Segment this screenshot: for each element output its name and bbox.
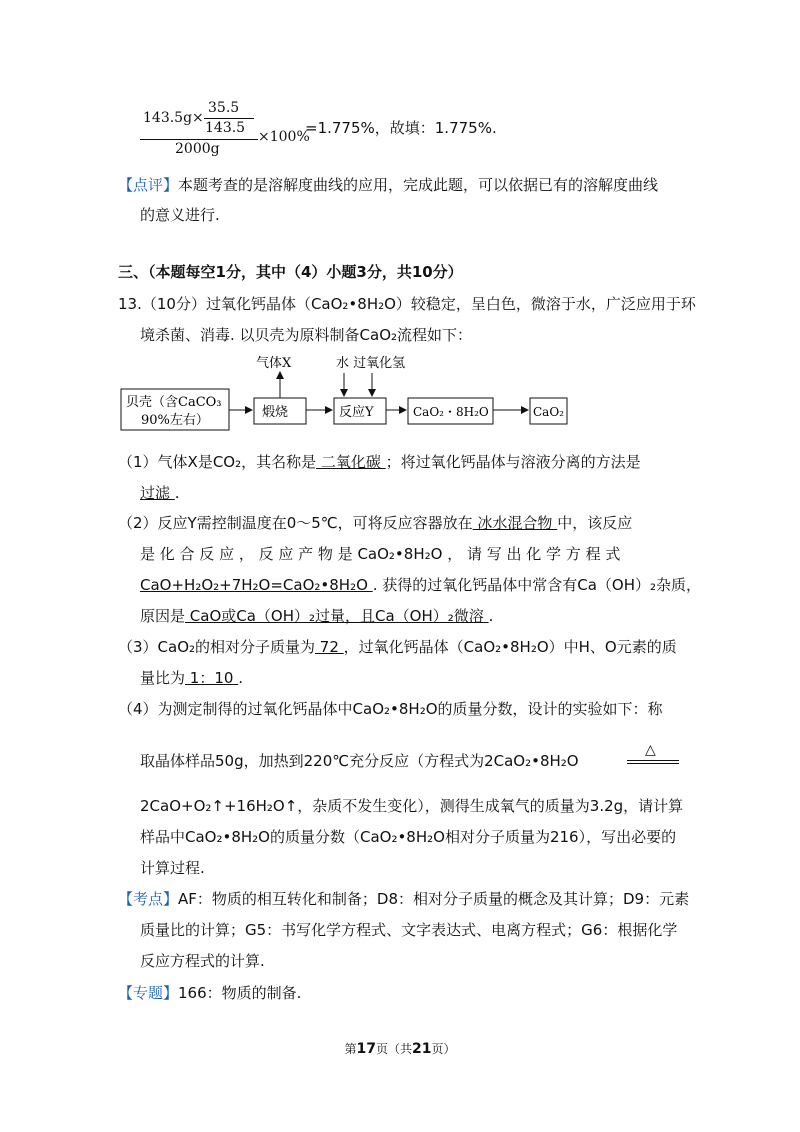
part-1-answer-1: 二氧化碳 [316, 453, 386, 471]
part-3-line-2 [140, 668, 243, 688]
part-1-line-1 [118, 452, 641, 472]
part-1-period: . [174, 484, 180, 502]
part-1-text-a: （1）气体X是CO₂，其名称是 [118, 453, 317, 471]
section-title: 三、（本题每空1分，其中（4）小题3分，共10分） [118, 263, 463, 281]
part-2-equation-answer: CaO+H₂O₂+7H₂O=CaO₂•8H₂O [140, 576, 373, 594]
kaodian-line-2: 质量比的计算；G5：书写化学方程式、文字表达式、电离方程式；G6：根据化学 [140, 921, 678, 939]
equals-line-bottom [627, 763, 679, 764]
heat-condition-symbol [627, 744, 679, 764]
fraction-numerator-left: 143.5g× [143, 110, 204, 126]
part-4-line-2 [140, 751, 579, 771]
part-4-line-4: 样品中CaO₂•8H₂O的质量分数（CaO₂•8H₂O相对分子质量为216），写出必要的 [140, 828, 677, 846]
part-4-line-3: 2CaO+O₂↑+16H₂O↑，杂质不发生变化），测得生成氧气的质量为3.2g，请计算 [140, 797, 684, 815]
part-2-reason-answer: CaO或Ca（OH）₂过量，且Ca（OH）₂微溶 [185, 607, 489, 625]
kaodian-line-1 [118, 889, 689, 909]
page-footer [0, 1040, 800, 1057]
part-3-text-c: 量比为 [140, 669, 186, 687]
footer-page-number: 17 [356, 1041, 376, 1057]
process-flow-diagram [0, 0, 800, 440]
comment-text-1: 本题考查的是溶解度曲线的应用，完成此题，可以依据已有的溶解度曲线 [178, 176, 659, 194]
inner-denominator: 143.5 [205, 120, 246, 136]
part-4-line-1: （4）为测定制得的过氧化钙晶体中CaO₂•8H₂O的质量分数，设计的实验如下：称 [118, 700, 663, 718]
calcine-label: 煅烧 [262, 405, 289, 420]
fraction-result: =1.775%，故填：1.775%. [305, 119, 497, 137]
part-3-period: . [238, 669, 243, 687]
part-2-line-1 [118, 513, 632, 533]
part-3-line-1 [118, 637, 677, 657]
gas-x-label: 气体X [256, 356, 292, 371]
times-100-percent: ×100% [258, 129, 310, 145]
main-denominator: 2000g [175, 141, 220, 157]
part-2-text-c: . 获得的过氧化钙晶体中常含有Ca（OH）₂杂质， [372, 576, 701, 594]
comment-tag: 【点评】 [118, 176, 179, 194]
shell-box-line-2: 90%左右） [141, 413, 209, 428]
inner-numerator: 35.5 [208, 100, 240, 116]
equals-line-top [627, 760, 679, 761]
heat-triangle: △ [645, 742, 656, 758]
part-3-answer-1: 72 [315, 638, 344, 656]
reaction-y-label: 反应Y [339, 405, 374, 420]
question-13-line-1: 13.（10分）过氧化钙晶体（CaO₂•8H₂O）较稳定，呈白色，微溶于水，广泛应用于环 [118, 295, 696, 313]
kaodian-tag: 【考点】 [118, 890, 179, 908]
part-3-answer-2: 1：10 [185, 669, 239, 687]
comment-line-2: 的意义进行. [140, 206, 220, 224]
part-1-text-b: ；将过氧化钙晶体与溶液分离的方法是 [385, 453, 641, 471]
zhuanti-tag: 【专题】 [118, 984, 179, 1002]
part-2-line-4 [140, 606, 493, 626]
inputs-label: 水 过氧化氢 [336, 356, 406, 371]
footer-pre: 第 [344, 1042, 357, 1056]
cao2-label: CaO₂ [533, 405, 564, 419]
zhuanti-text: 166：物质的制备. [178, 984, 302, 1002]
shell-box-line-1: 贝壳（含CaCO₃ [126, 395, 222, 410]
part-2-reason-label: 原因是 [140, 607, 186, 625]
question-13-line-2: 境杀菌、消毒. 以贝壳为原料制备CaO₂流程如下： [140, 326, 473, 344]
part-2-answer-1: 冰水混合物 [472, 514, 558, 532]
part-2-period: . [488, 607, 494, 625]
part-2-line-3 [140, 575, 701, 595]
part-3-text-b: ，过氧化钙晶体（CaO₂•8H₂O）中H、O元素的质 [343, 638, 677, 656]
crystal-label: CaO₂・8H₂O [413, 405, 489, 419]
footer-post: 页） [431, 1042, 456, 1056]
part-1-answer-2: 过滤 [140, 484, 175, 502]
part-2-text-b: 中，该反应 [557, 514, 633, 532]
part-4-line-5: 计算过程. [140, 859, 205, 877]
part-4-text-2: 取晶体样品50g，加热到220℃充分反应（方程式为2CaO₂•8H₂O [140, 752, 579, 770]
part-2-text-a: （2）反应Y需控制温度在0～5℃，可将反应容器放在 [118, 514, 473, 532]
part-2-line-2: 是 化 合 反 应 ， 反 应 产 物 是 CaO₂•8H₂O ， 请 写 出 化 学 方 程 式 [140, 545, 621, 563]
kaodian-text-1: AF：物质的相互转化和制备；D8：相对分子质量的概念及其计算；D9：元素 [178, 890, 690, 908]
zhuanti-line [118, 983, 301, 1003]
footer-total-pages: 21 [412, 1041, 432, 1057]
part-3-text-a: （3）CaO₂的相对分子质量为 [118, 638, 316, 656]
footer-mid: 页（共 [375, 1042, 412, 1056]
kaodian-line-3: 反应方程式的计算. [140, 952, 265, 970]
part-1-line-2 [140, 483, 180, 503]
